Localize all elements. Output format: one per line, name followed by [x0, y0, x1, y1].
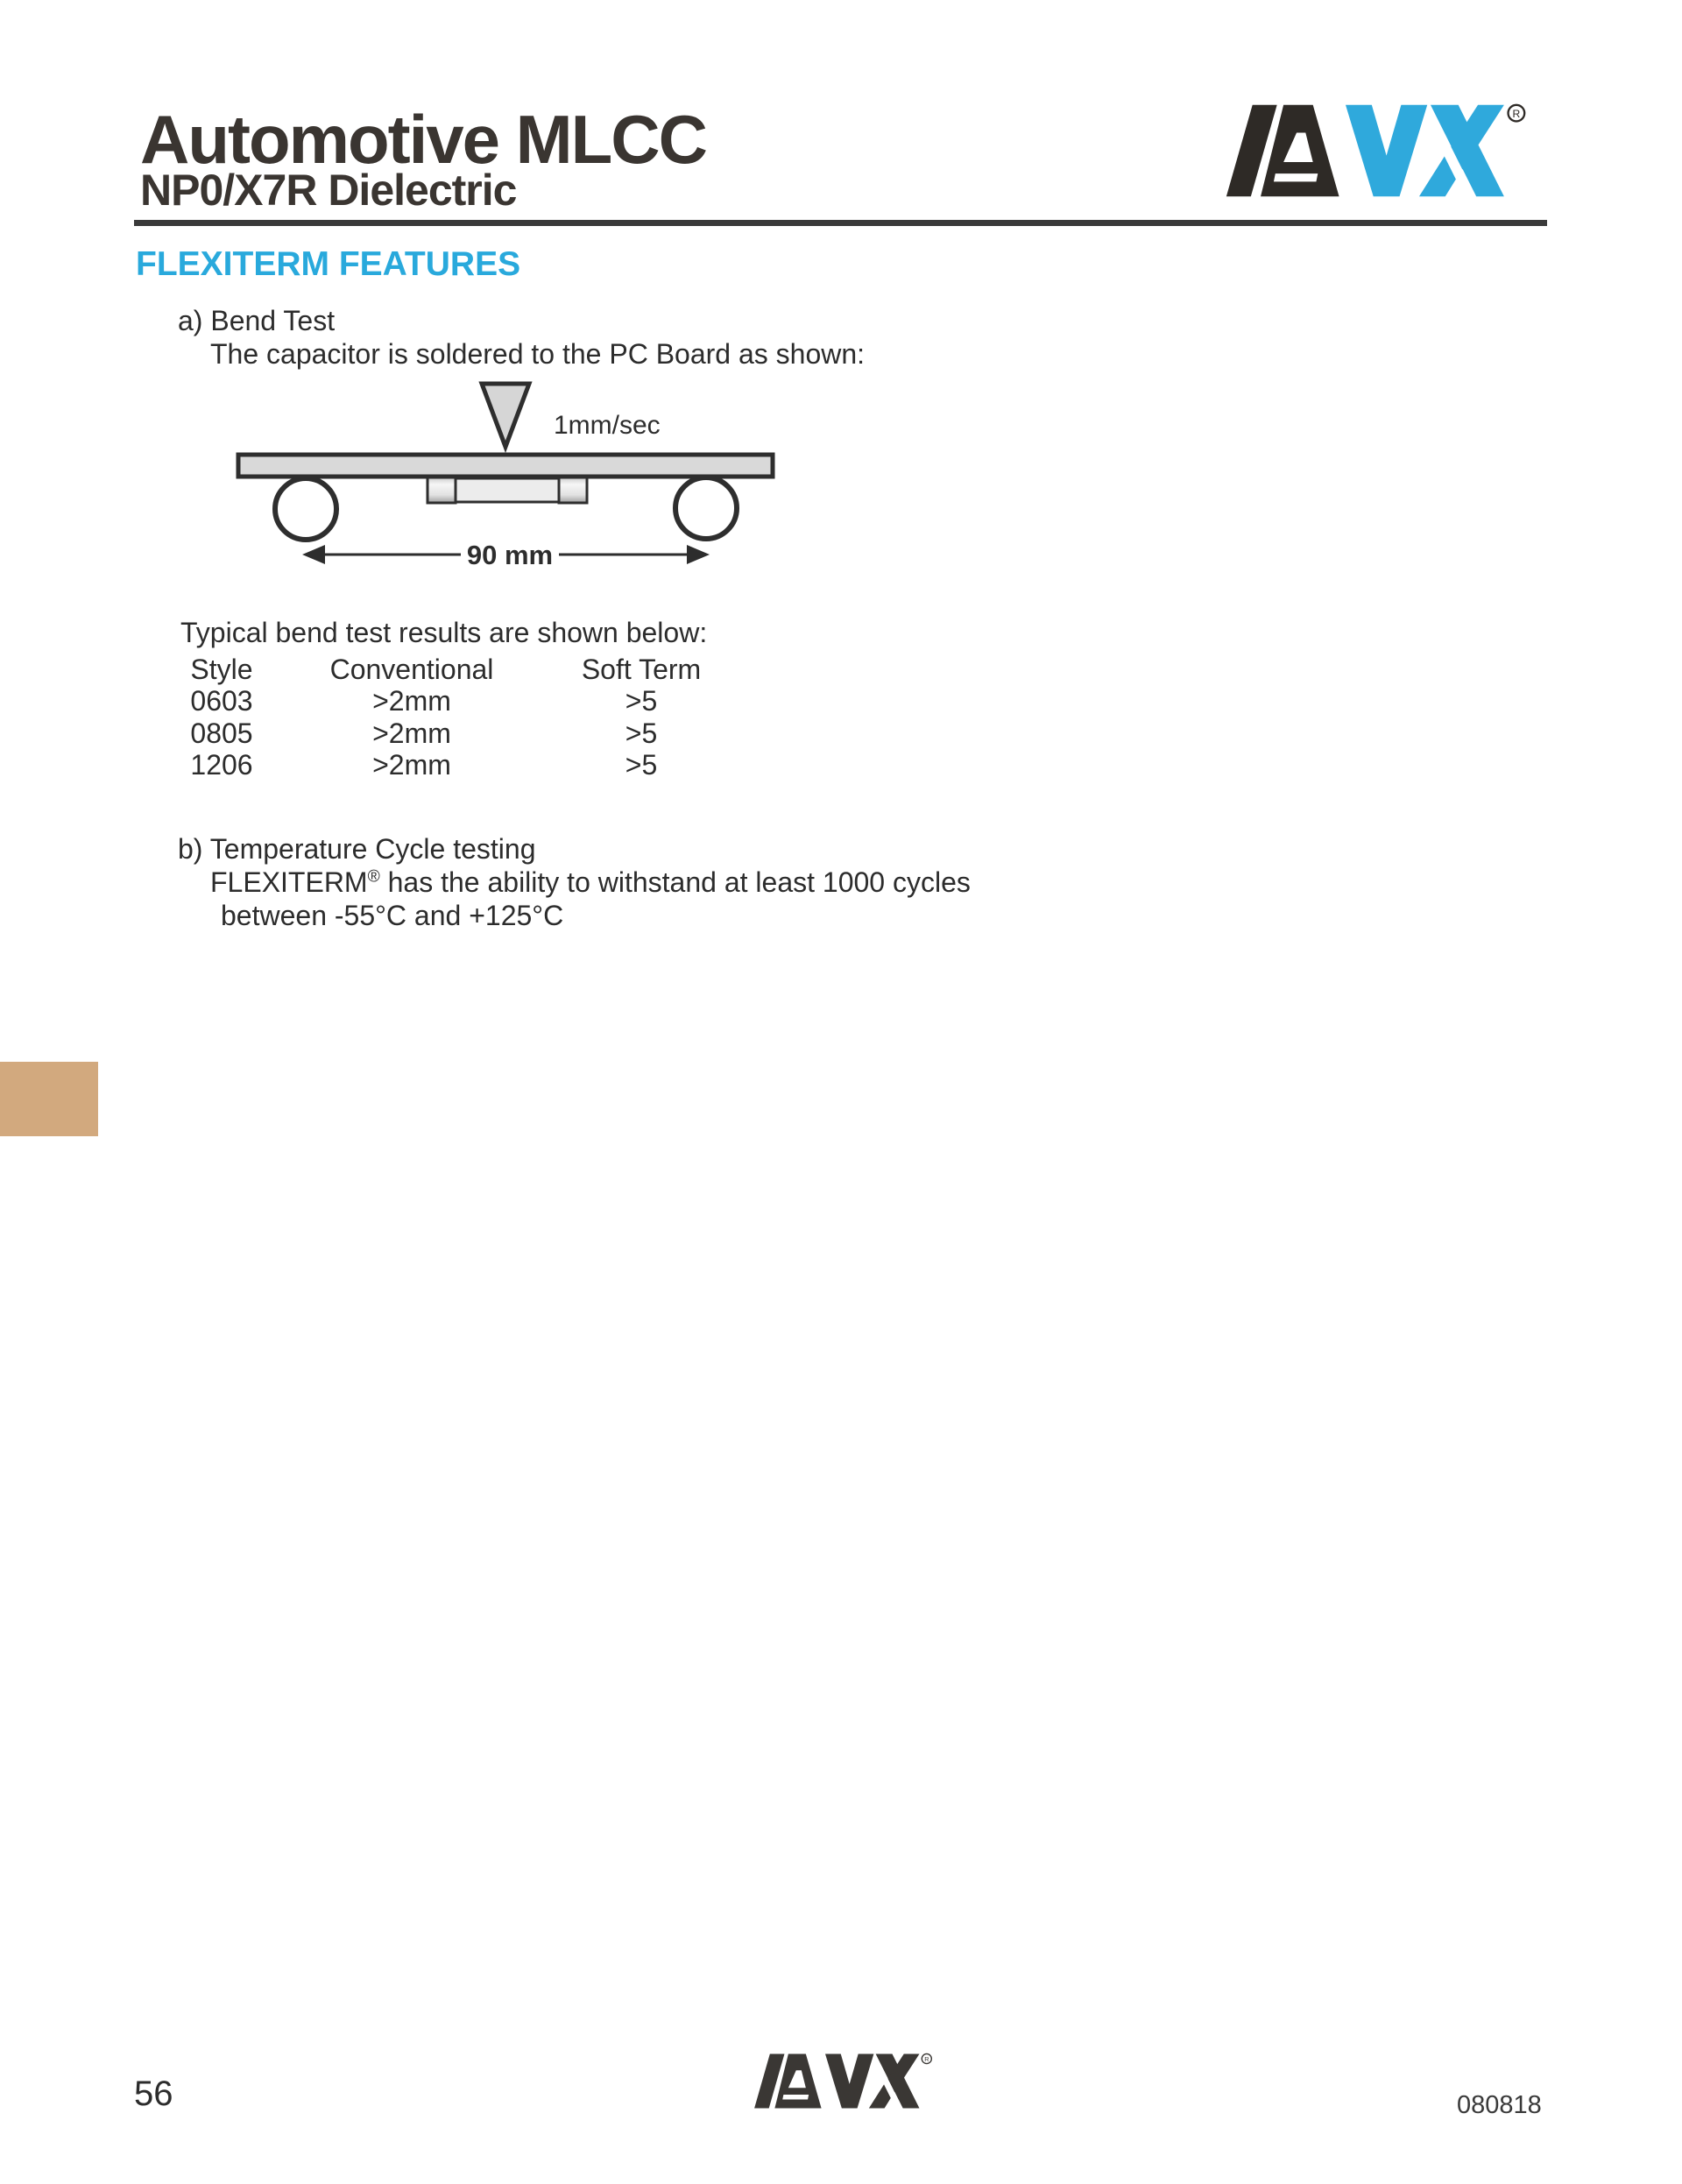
table-row-conventional: >2mm [372, 749, 451, 781]
flexiterm-word: FLEXITERM [210, 866, 368, 898]
table-header-style: Style [190, 654, 253, 685]
arrowhead-left-icon [302, 545, 325, 564]
page-title: Automotive MLCC [140, 101, 706, 178]
temp-cycle-label: b) Temperature Cycle testing [178, 833, 536, 865]
logo-letter-v [825, 2053, 873, 2108]
bend-test-diagram-graphic [201, 372, 815, 583]
table-row-soft-term: >5 [625, 717, 658, 749]
bend-test-diagram [201, 372, 815, 583]
bend-test-description: The capacitor is soldered to the PC Board as shown: [210, 338, 866, 370]
bend-test-label: a) Bend Test [178, 305, 336, 336]
logo-letter-v [1346, 105, 1427, 196]
temp-cycle-range: between -55°C and +125°C [221, 900, 564, 931]
table-row-style: 0603 [190, 685, 253, 717]
temp-cycle-line-rest: has the ability to withstand at least 1000 cycles [379, 866, 971, 898]
arrowhead-right-icon [687, 545, 710, 564]
table-row-conventional: >2mm [372, 685, 451, 717]
support-roller-left [275, 478, 336, 540]
table-row-style: 1206 [190, 749, 253, 781]
header-divider [134, 220, 1547, 226]
press-speed-label: 1mm/sec [554, 411, 661, 440]
doc-code: 080818 [1457, 2091, 1542, 2119]
avx-logo [1225, 102, 1527, 200]
registered-symbol: ® [367, 867, 380, 887]
capacitor-terminal-right [559, 477, 587, 503]
page-subtitle: NP0/X7R Dielectric [140, 166, 517, 215]
table-header-soft-term: Soft Term [581, 654, 702, 685]
page-edge-tab [0, 1062, 98, 1136]
page-number: 56 [134, 2074, 173, 2113]
logo-letter-x-triangle [869, 2084, 891, 2108]
support-roller-right [675, 477, 737, 539]
section-heading: FLEXITERM FEATURES [136, 245, 521, 283]
span-dimension-label: 90 mm [466, 540, 554, 570]
table-row-soft-term: >5 [625, 685, 658, 717]
registered-mark-letter: R [924, 2054, 929, 2063]
press-tool-triangle [482, 384, 529, 447]
avx-logo-footer-graphic [753, 2052, 933, 2110]
pc-board [238, 455, 773, 477]
table-row-style: 0805 [190, 717, 253, 749]
avx-logo-graphic [1225, 102, 1527, 200]
registered-mark-letter: R [1512, 107, 1521, 120]
bend-results-intro: Typical bend test results are shown below: [180, 617, 708, 648]
table-row-conventional: >2mm [372, 717, 451, 749]
capacitor-body [455, 478, 562, 502]
capacitor-terminal-left [428, 477, 456, 503]
logo-letter-x-triangle [1419, 157, 1456, 197]
temp-cycle-line-flexiterm [210, 868, 971, 896]
table-header-conventional: Conventional [329, 654, 494, 685]
avx-logo-footer [753, 2052, 933, 2110]
table-row-soft-term: >5 [625, 749, 658, 781]
